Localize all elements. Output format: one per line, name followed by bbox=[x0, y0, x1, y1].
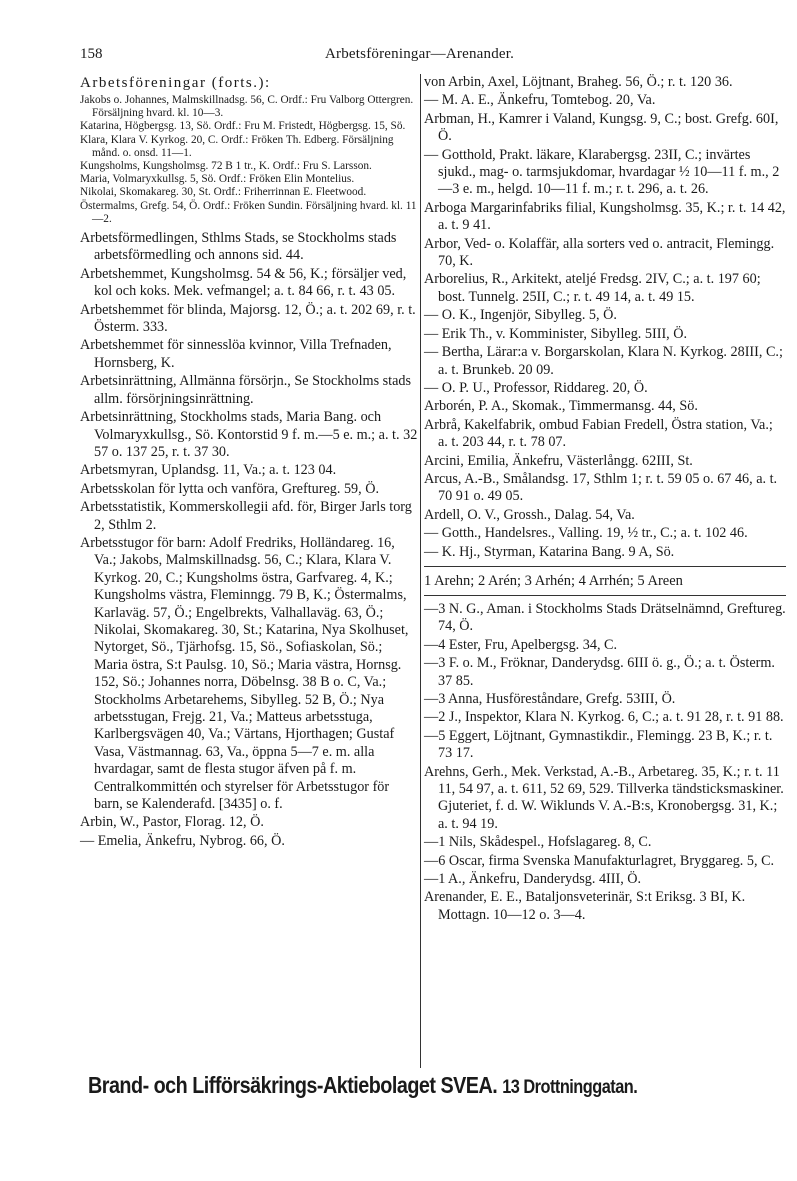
sub-entry: Katarina, Högbergsg. 13, Sö. Ordf.: Fru M. Fristedt, Högbergsg. 15, Sö. bbox=[80, 120, 406, 133]
directory-entry: — O. K., Ingenjör, Sibylleg. 5, Ö. bbox=[424, 307, 617, 324]
directory-entry: Arehns, Gerh., Mek. Verkstad, A.-B., Arbetareg. 35, K.; r. t. 11 11, 54 97, a. t. 611, 52 69, 529. Tillverka tändsticksmaskiner. Gjuteriet, f. d. W. Wiklunds V. A.-B:s, Kronobergsg. 31, K.; a. t. 94 19. bbox=[424, 763, 784, 832]
left-column bbox=[80, 74, 418, 851]
directory-entry: —4 Ester, Fru, Apelbergsg. 34, C. bbox=[424, 636, 618, 653]
section-divider bbox=[424, 595, 786, 596]
directory-entry: Arbetsförmedlingen, Sthlms Stads, se Stockholms stads arbetsförmedling och annons sid. 44. bbox=[80, 230, 397, 264]
directory-entry: — Bertha, Lärar:a v. Borgarskolan, Klara N. Kyrkog. 28III, C.; a. t. Brunkeb. 20 09. bbox=[424, 344, 783, 378]
page-number: 158 bbox=[80, 46, 103, 62]
directory-entry: Arcini, Emilia, Änkefru, Västerlångg. 62III, St. bbox=[424, 452, 693, 469]
directory-entry: Arbetsmyran, Uplandsg. 11, Va.; a. t. 123 04. bbox=[80, 462, 337, 479]
directory-entry: —5 Eggert, Löjtnant, Gymnastikdir., Flemingg. 23 B, K.; r. t. 73 17. bbox=[424, 727, 773, 762]
directory-entry: —2 J., Inspektor, Klara N. Kyrkog. 6, C.; a. t. 91 28, r. t. 91 88. bbox=[424, 709, 784, 726]
sub-entry: Kungsholms, Kungsholmsg. 72 B 1 tr., K. Ordf.: Fru S. Larsson. bbox=[80, 160, 372, 173]
directory-entry: —3 Anna, Husföreståndare, Grefg. 53III, Ö. bbox=[424, 691, 676, 707]
ad-address: 13 Drottninggatan. bbox=[502, 1077, 638, 1098]
right-column bbox=[424, 74, 786, 925]
directory-entry: — Gotth., Handelsres., Valling. 19, ½ tr., C.; a. t. 102 46. bbox=[424, 525, 748, 542]
ad-company-name: Brand- och Lifförsäkrings-Aktiebolaget SVEA. bbox=[88, 1072, 498, 1098]
directory-entry: — O. P. U., Professor, Riddareg. 20, Ö. bbox=[424, 379, 648, 396]
page-header bbox=[80, 46, 780, 66]
directory-entry: Arbor, Ved- o. Kolaffär, alla sorters ved o. antracit, Flemingg. 70, K. bbox=[424, 235, 775, 270]
directory-entry: Arbetsinrättning, Allmänna försörjn., Se Stockholms stads allm. försörjningsinrättning. bbox=[80, 373, 412, 407]
directory-entry: Arbin, W., Pastor, Florag. 12, Ö. bbox=[80, 814, 264, 831]
directory-entry: Arborelius, R., Arkitekt, ateljé Fredsg. 2IV, C.; a. t. 197 60; bost. Tunnelg. 25II, C.; r. t. 49 14, a. t. 49 15. bbox=[424, 271, 761, 305]
directory-entry: Arbetshemmet för blinda, Majorsg. 12, Ö.; a. t. 202 69, r. t. Österm. 333. bbox=[80, 301, 416, 336]
directory-entry: Ardell, O. V., Grossh., Dalag. 54, Va. bbox=[424, 506, 635, 523]
directory-entry: — Erik Th., v. Komminister, Sibylleg. 5III, Ö. bbox=[424, 325, 688, 342]
column-divider bbox=[420, 74, 421, 1068]
sub-entry: Klara, Klara V. Kyrkog. 20, C. Ordf.: Fröken Th. Edberg. Försäljning månd. o. onsd. 11—1. bbox=[80, 133, 394, 159]
directory-entry: Arbetsinrättning, Stockholms stads, Maria Bang. och Volmaryxkullsg., Sö. Kontorstid 9 f. m.—5 e. m.; a. t. 32 57 o. 137 25, r. t. 37 30. bbox=[80, 409, 418, 460]
directory-entry: von Arbin, Axel, Löjtnant, Braheg. 56, Ö.; r. t. 120 36. bbox=[424, 74, 733, 90]
sub-entry: Östermalms, Grefg. 54, Ö. Ordf.: Fröken Sundin. Försäljning hvard. kl. 11—2. bbox=[80, 199, 417, 225]
directory-entry: Arbetsstatistik, Kommerskollegii afd. för, Birger Jarls torg 2, Sthlm 2. bbox=[80, 499, 412, 533]
directory-entry: —1 Nils, Skådespel., Hofslagareg. 8, C. bbox=[424, 834, 652, 851]
directory-entry: Arbman, H., Kamrer i Valand, Kungsg. 9, C.; bost. Grefg. 60I, Ö. bbox=[424, 110, 779, 145]
directory-entry: Arbrå, Kakelfabrik, ombud Fabian Fredell, Östra station, Va.; a. t. 203 44, r. t. 78 07. bbox=[424, 416, 773, 451]
directory-entry: Arbetshemmet för sinnesslöa kvinnor, Villa Trefnaden, Hornsberg, K. bbox=[80, 337, 392, 371]
section-divider bbox=[424, 566, 786, 567]
directory-entry: — K. Hj., Styrman, Katarina Bang. 9 A, Sö. bbox=[424, 543, 675, 560]
directory-entry: — Gotthold, Prakt. läkare, Klarabergsg. 23II, C.; invärtes sjukd., mag- o. tarmsjukdomar, hvardagar ½ 10—11 f. m., 2—3 e. m., helgd. 10—11 f. m.; r. t. 296, a. t. 26. bbox=[424, 146, 780, 198]
sub-entry: Nikolai, Skomakareg. 30, St. Ordf.: Friherrinnan E. Fleetwood. bbox=[80, 186, 367, 199]
directory-entry: —6 Oscar, firma Svenska Manufakturlagret, Bryggareg. 5, C. bbox=[424, 852, 775, 869]
footer-advertisement bbox=[88, 1072, 690, 1112]
sub-entry: Maria, Volmaryxkullsg. 5, Sö. Ordf.: Fröken Elin Montelius. bbox=[80, 173, 355, 186]
directory-entry: —3 N. G., Aman. i Stockholms Stads Drätselnämnd, Greftureg. 74, Ö. bbox=[424, 600, 786, 635]
section-heading: Arbetsföreningar (forts.): bbox=[80, 75, 271, 91]
directory-entry: Arboga Margarinfabriks filial, Kungsholmsg. 35, K.; r. t. 14 42, a. t. 9 41. bbox=[424, 199, 786, 234]
directory-entry: Arenander, E. E., Bataljonsveterinär, S:t Eriksg. 3 BI, K. Mottagn. 10—12 o. 3—4. bbox=[424, 889, 746, 923]
running-title: Arbetsföreningar—Arenander. bbox=[325, 46, 515, 62]
directory-entry: — M. A. E., Änkefru, Tomtebog. 20, Va. bbox=[424, 92, 656, 109]
directory-entry: Arbetsskolan för lytta och vanföra, Greftureg. 59, Ö. bbox=[80, 480, 380, 497]
directory-entry: Arbetshemmet, Kungsholmsg. 54 & 56, K.; försäljer ved, kol och koks. Mek. vefmangel; a. t. 84 66, r. t. 43 05. bbox=[80, 265, 407, 300]
name-variants: 1 Arehn; 2 Arén; 3 Arhén; 4 Arrhén; 5 Areen bbox=[424, 572, 683, 589]
directory-entry: Arcus, A.-B., Smålandsg. 17, Sthlm 1; r. t. 59 05 o. 67 46, a. t. 70 91 o. 49 05. bbox=[424, 470, 778, 505]
directory-entry: —1 A., Änkefru, Danderydsg. 4III, Ö. bbox=[424, 871, 642, 888]
directory-entry: — Emelia, Änkefru, Nybrog. 66, Ö. bbox=[80, 832, 285, 849]
directory-entry: Arbetsstugor för barn: Adolf Fredriks, Holländareg. 16, Va.; Jakobs, Malmskillnadsg. 56, C.; Klara, Klara V. Kyrkog. 20, C.; Kungsholms östra, Garfvareg. 4, K.; Kungsholms västra, Fleminngg. 79 B, K.; Östermalms, Karlaväg. 57, Ö.; Engelbrekts, Valhallaväg. 63, Ö.; Nikolai, Skomakareg. 30, St.; Katarina, Nya Skolhuset, Nytorget, Sö., Tjärhofsg. 15, Sö., Sofiaskolan, Sö.; Maria östra, S:t Paulsg. 10, Sö.; Maria västra, Hornsg. 152, Sö.; Johannes norra, Döbelnsg. 38 B o. C, Va.; Stockholms Arbetarehems, Sibylleg. 52 B, Ö.; Nya arbetsstugan, Frejg. 21, Va.; Matteus arbetsstuga, Karlbergsvägen 40, Va.; Värtans, Hjorthagen; Gustaf Vasa, Västmannag. 63, Va., öppna 5—7 e. m. alla hvardagar, samt de flesta stugor äfven på f. m. Centralkommittén och styrelser för Arbetsstugor för barn, se Kalenderafd. [3435] o. f. bbox=[80, 534, 409, 813]
sub-entry: Jakobs o. Johannes, Malmskillnadsg. 56, C. Ordf.: Fru Valborg Ottergren. Försäljning hvard. kl. 10—3. bbox=[80, 94, 414, 120]
directory-entry: Arborén, P. A., Skomak., Timmermansg. 44, Sö. bbox=[424, 398, 698, 415]
directory-entry: —3 F. o. M., Fröknar, Danderydsg. 6III ö. g., Ö.; a. t. Österm. 37 85. bbox=[424, 655, 775, 689]
